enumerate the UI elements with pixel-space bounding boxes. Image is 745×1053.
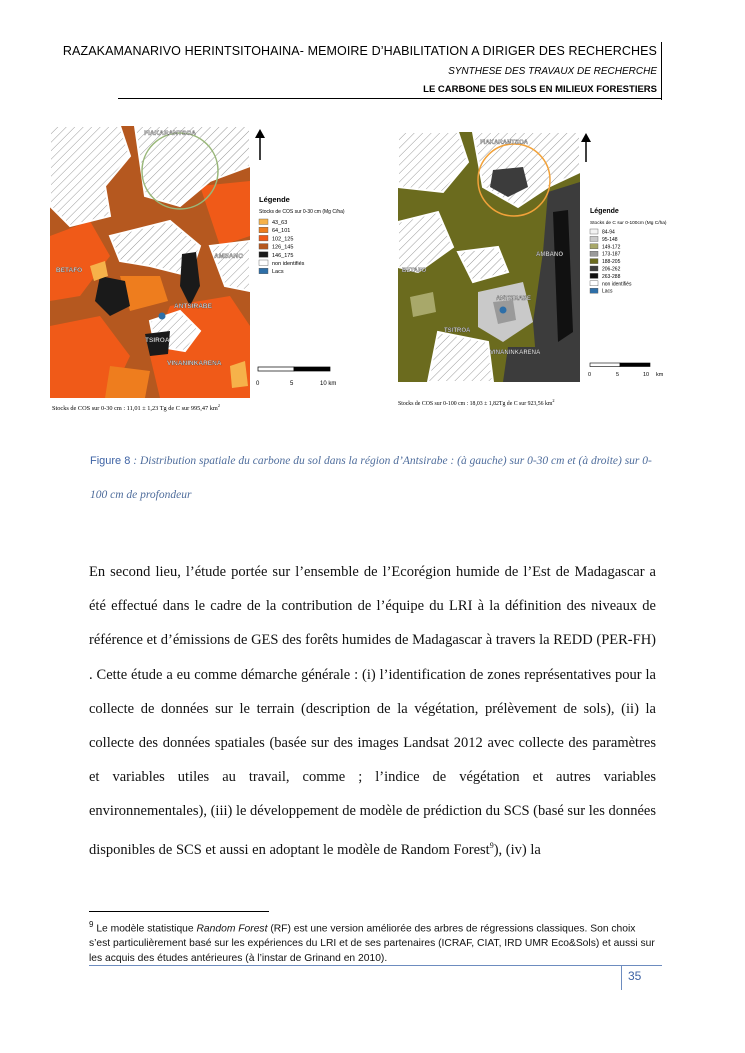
body-paragraph	[89, 555, 656, 867]
map-right-scale-bar	[588, 363, 664, 378]
map-right-legend-swatch	[590, 251, 598, 256]
map-right-place-label: BETAFO	[402, 268, 427, 274]
svg-text:10: 10	[643, 372, 650, 378]
svg-text:km: km	[656, 372, 664, 378]
svg-text:5: 5	[290, 381, 294, 387]
map-left-legend-label: 64_101	[272, 228, 291, 235]
map-right-place-label: FIAKARANTSOA	[480, 140, 528, 146]
map-left-scale-bar	[256, 367, 336, 387]
north-arrow-icon	[581, 133, 591, 162]
footer-rule	[89, 965, 662, 966]
map-right-legend-subtitle: Stocks de C sur 0-100cm (Mg C/ha)	[590, 221, 667, 226]
map-right-legend-swatch	[590, 259, 598, 264]
figure-caption	[90, 444, 660, 512]
map-right-legend-swatch	[590, 244, 598, 249]
svg-text:5: 5	[616, 372, 620, 378]
map-left-place-label: BETAFO	[56, 267, 83, 274]
footnote-separator	[89, 911, 269, 912]
north-arrow-icon	[255, 129, 265, 160]
map-left-legend-swatch	[259, 268, 268, 274]
map-right-place-label: TSITROA	[444, 328, 471, 334]
map-right-legend-label: 263-288	[602, 273, 621, 280]
footnote-ref[interactable]: 9	[489, 840, 494, 850]
map-right-stock-note: Stocks de COS sur 0-100 cm : 18,03 ± 1,82Tg de C sur 923,56 $km^2$	[398, 398, 555, 407]
map-left-legend-label: non identifiés	[272, 261, 305, 267]
figure-caption-text: : Distribution spatiale du carbone du sol dans la région d’Antsirabe : (à gauche) sur 0-30 cm et (à droite) sur 0-100 cm de profondeur	[90, 455, 652, 501]
map-right-legend-swatch	[590, 281, 598, 286]
map-left-legend-label: 146_175	[272, 252, 294, 259]
map-left-stock-note: Stocks de COS sur 0-30 cm : 11,01 ± 1,23 Tg de C sur 995,47 $km^2$	[52, 403, 221, 412]
footnote-number: 9	[89, 920, 94, 929]
map-left-place-label: ANTSIRABE	[174, 303, 212, 310]
map-right-legend-swatch	[590, 229, 598, 234]
running-header-chapter: LE CARBONE DES SOLS EN MILIEUX FORESTIERS	[423, 84, 657, 95]
map-right-legend-swatch	[590, 288, 598, 293]
map-left-place-label: FIAKARANTSOA	[144, 130, 196, 137]
map-left-0-30cm	[50, 126, 380, 416]
map-right-legend-label: 84-94	[602, 229, 615, 236]
map-right-legend-swatch	[590, 266, 598, 271]
map-left-legend-swatch	[259, 252, 268, 257]
map-left-place-label: AMBANO	[214, 253, 244, 260]
figure-label: Figure 8	[90, 455, 131, 467]
running-header-section: SYNTHESE DES TRAVAUX DE RECHERCHE	[448, 66, 657, 77]
map-left-legend-title: Légende	[259, 195, 290, 204]
map-left-legend-subtitle: Stocks de COS sur 0-30 cm (Mg C/ha)	[259, 209, 345, 215]
map-left-legend-swatch	[259, 227, 268, 233]
map-right-place-label: AMBANO	[536, 252, 563, 258]
map-right-place-label: VINANINKARENA	[490, 350, 541, 356]
footnote-text: (RF) est une version améliorée des arbres de régressions classiques. Son choix s’est particulièrement basé sur les expériences du LRI et de ses partenaires (ICRAF, CIAT, IRD UMR Eco&Sols) et aussi sur les acquis des études antérieures (à l’instar de Grinand en 2010).	[89, 923, 655, 965]
map-left-legend-label: 43_63	[272, 220, 288, 226]
svg-text:0: 0	[588, 372, 592, 378]
footer-vertical-rule	[621, 965, 622, 990]
map-right-0-100cm	[398, 132, 698, 412]
map-right-legend-label: non identifiés	[602, 281, 632, 288]
map-right-place-label: ANTSIRABE	[496, 296, 532, 302]
map-right-legend-label: 95-148	[602, 236, 618, 243]
page-number: 35	[628, 969, 642, 983]
map-left-legend-label: 126_145	[272, 244, 294, 251]
footnote-italic-term: Random Forest	[196, 923, 268, 935]
footnote-text: Le modèle statistique	[93, 923, 197, 935]
body-text-part: En second lieu, l’étude portée sur l’ensemble de l’Ecorégion humide de l’Est de Madagascar a été effectué dans le cadre de la contribution de l’équipe du LRI à la définition des niveaux de référence et d’émissions de GES des forêts humides de Madagascar à travers la REDD (PER-FH) . Cette étude a eu comme démarche générale : (i) l’identification de zones représentatives pour la collecte de données sur le terrain (description de la végétation, prélèvement de sols), (ii) la collecte des données spatiales (basée sur des images Landsat 2012 avec collecte des paramètres et variables utiles au travail, comme ; l’indice de végétation et autres variables environnementales), (iii) le développement de modèle de prédiction du SCS (basé sur les données disponibles de SCS et aussi en adoptant le modèle de Random Forest	[89, 564, 656, 858]
map-left-legend-swatch	[259, 219, 268, 225]
map-right-legend-label: 149-172	[602, 244, 621, 251]
map-left-place-label: TSIROA	[145, 337, 170, 344]
map-left-legend-label: Lacs	[272, 269, 284, 276]
map-left-legend-swatch	[259, 235, 268, 241]
body-text-part: ), (iv) la	[493, 841, 541, 858]
map-right-legend-label: 188-205	[602, 259, 621, 266]
map-right-legend-label: 206-262	[602, 266, 621, 273]
svg-text:10 km: 10 km	[320, 381, 337, 387]
svg-text:0: 0	[256, 381, 260, 387]
map-right-legend-title: Légende	[590, 208, 619, 215]
running-header-author-title: RAZAKAMANARIVO HERINTSITOHAINA- MEMOIRE D’HABILITATION A DIRIGER DES RECHERCHES	[62, 44, 657, 58]
map-right-legend-swatch	[590, 273, 598, 278]
map-left-legend-swatch	[259, 244, 268, 250]
map-left-legend-label: 102_125	[272, 236, 294, 243]
map-left-legend-swatch	[259, 260, 268, 266]
map-left-place-label: VINANINKARENA	[167, 360, 222, 367]
map-right-legend-swatch	[590, 236, 598, 241]
footnote	[89, 917, 659, 966]
header-rule	[118, 98, 661, 99]
map-right-legend-label: Lacs	[602, 288, 613, 295]
map-right-legend-label: 173-187	[602, 251, 621, 258]
header-vertical-rule	[661, 42, 662, 100]
